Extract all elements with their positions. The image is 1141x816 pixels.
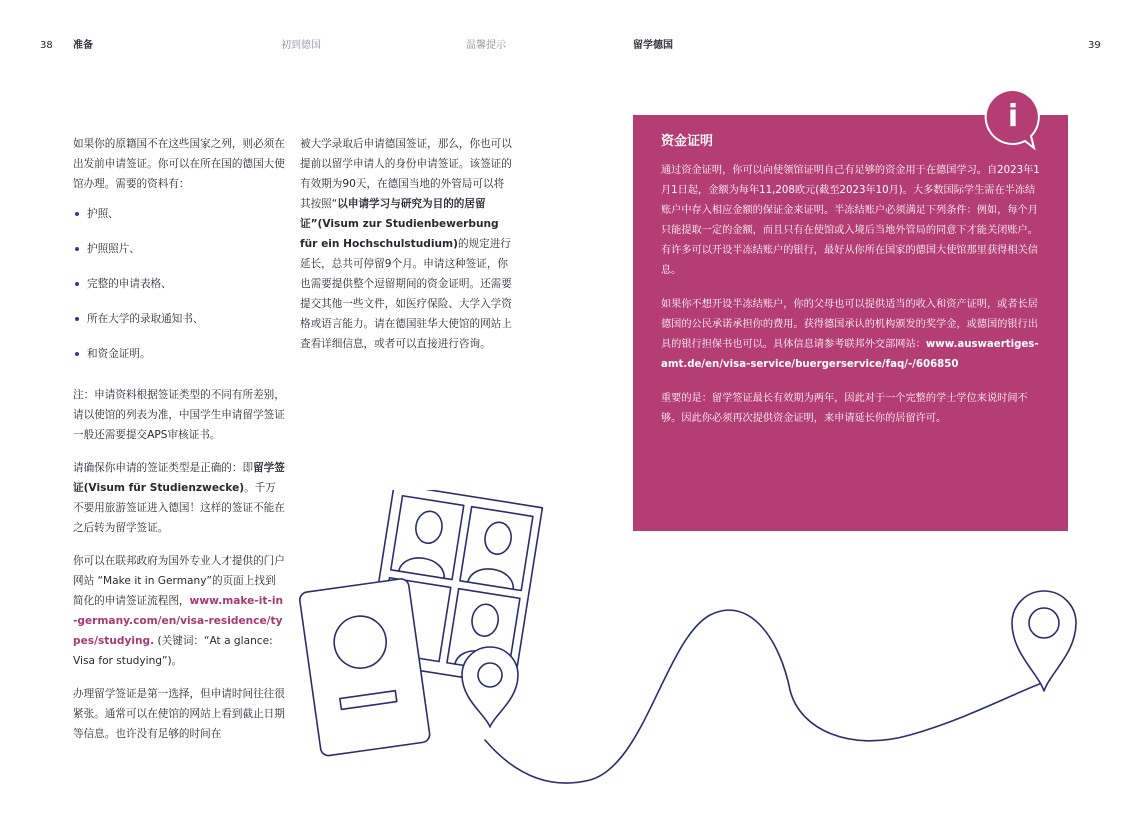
header-section-prepare[interactable]: 准备 xyxy=(73,40,93,51)
header-section-study[interactable]: 留学德国 xyxy=(633,40,673,51)
financial-proof-infobox xyxy=(633,115,1068,531)
required-documents-list xyxy=(73,204,285,364)
left-page-number: 38 xyxy=(40,40,53,51)
bullet-icon xyxy=(75,282,79,286)
middle-text-column xyxy=(300,134,512,354)
right-page-number: 39 xyxy=(1088,40,1101,51)
visa-type-text: 请确保你申请的签证类型是正确的：即 xyxy=(73,462,254,474)
header-section-tips[interactable]: 温馨提示 xyxy=(466,40,506,51)
list-item-text: 所在大学的录取通知书、 xyxy=(87,313,204,325)
portal-keyword-text: (关键词：“At a glance: Visa for studying”)。 xyxy=(73,635,273,667)
portal-text: 你可以在联邦政府为国外专业人才提供的门户网站 “Make it in Germany”的页面上找到简化的申请签证流程图， xyxy=(73,555,285,607)
list-item xyxy=(73,309,285,344)
infobox-paragraph-2 xyxy=(661,295,1040,375)
info-icon-letter: i xyxy=(1007,99,1019,134)
infobox-paragraph-2-text: 如果你不想开设半冻结账户，你的父母也可以提供适当的收入和资产证明，或者长居德国的公民承诺承担你的费用。获得德国承认的机构颁发的奖学金，或德国的银行出具的银行担保书也可以。具体信息请参考联邦外交部网站： xyxy=(661,299,1038,350)
bullet-icon xyxy=(75,212,79,216)
list-item xyxy=(73,344,285,364)
residence-permit-paragraph xyxy=(300,134,512,354)
list-item xyxy=(73,239,285,274)
left-text-column xyxy=(73,134,285,744)
bullet-icon xyxy=(75,317,79,321)
residence-permit-emphasis: 以申请学习与研究为目的的居留证”(Visum zur Studienbewerbung für ein Hochschulstudium) xyxy=(300,198,499,250)
info-icon xyxy=(983,88,1043,150)
make-it-in-germany-link[interactable]: www.make-it-in-germany.com/en/visa-residence/types/studying. xyxy=(73,595,284,647)
list-item xyxy=(73,204,285,239)
bullet-icon xyxy=(75,352,79,356)
residence-text-end: 的规定进行延长，总共可停留9个月。申请这种签证，你也需要提供整个逗留期间的资金证明。还需要提交其他一些文件，如医疗保险、大学入学资格或语言能力。请在德国驻华大使馆的网站上查看详细信息，或者可以直接进行咨询。 xyxy=(300,238,512,350)
list-item-text: 和资金证明。 xyxy=(87,348,151,360)
list-item-text: 完整的申请表格、 xyxy=(87,278,172,290)
visa-type-paragraph xyxy=(73,458,285,538)
passport-icon xyxy=(299,578,431,757)
list-item-text: 护照、 xyxy=(87,208,119,220)
infobox-paragraph-3: 重要的是：留学签证最长有效期为两年，因此对于一个完整的学士学位来说时间不够。因此你必须再次提供资金证明，来申请延长你的居留许可。 xyxy=(661,393,1028,424)
bullet-icon xyxy=(75,247,79,251)
map-pin-icon xyxy=(462,647,518,727)
map-pin-icon xyxy=(1012,591,1076,691)
residence-text: 被大学录取后申请德国签证，那么，你也可以提前以留学申请人的身份申请签证。该签证的有效期为90天，在德国当地的外管局可以将其按照“ xyxy=(300,138,512,210)
portal-paragraph xyxy=(73,551,285,671)
infobox-title: 资金证明 xyxy=(661,134,714,149)
intro-paragraph: 如果你的原籍国不在这些国家之列，则必须在出发前申请签证。你可以在所在国的德国大使馆办理。需要的资料有： xyxy=(73,138,285,190)
travel-illustration xyxy=(290,490,1090,800)
infobox-paragraph-1: 通过资金证明，你可以向使领馆证明自己有足够的资金用于在德国学习。自2023年1月1日起，金额为每年11,208欧元(截至2023年10月)。大多数国际学生需在半冻结账户中存入相应金额的保证金来证明。半冻结账户必须满足下列条件：例如，每个月只能提取一定的金额，而且只有在使馆或入境后当地外管局的同意下才能关闭账户。有许多可以开设半冻结账户的银行，最好从你所在国家的德国大使馆那里获得相关信息。 xyxy=(661,165,1040,276)
note-paragraph: 注：申请资料根据签证类型的不同有所差别，请以使馆的列表为准，中国学生申请留学签证一般还需要提交APS审核证书。 xyxy=(73,389,285,441)
visa-type-text-end: 。千万不要用旅游签证进入德国！这样的签证不能在之后转为留学签证。 xyxy=(73,482,285,534)
route-line-icon xyxy=(485,610,1050,783)
list-item xyxy=(73,274,285,309)
list-item-text: 护照照片、 xyxy=(87,243,140,255)
foreign-office-link[interactable]: www.auswaertiges-amt.de/en/visa-service/buergerservice/faq/-/606850 xyxy=(661,339,1039,370)
closing-paragraph: 办理留学签证是第一选择，但申请时间往往很紧张。通常可以在使馆的网站上看到截止日期等信息。也许没有足够的时间在 xyxy=(73,688,285,740)
visa-type-emphasis: 留学签证(Visum für Studienzwecke) xyxy=(73,462,285,494)
header-section-arrival[interactable]: 初到德国 xyxy=(281,40,321,51)
